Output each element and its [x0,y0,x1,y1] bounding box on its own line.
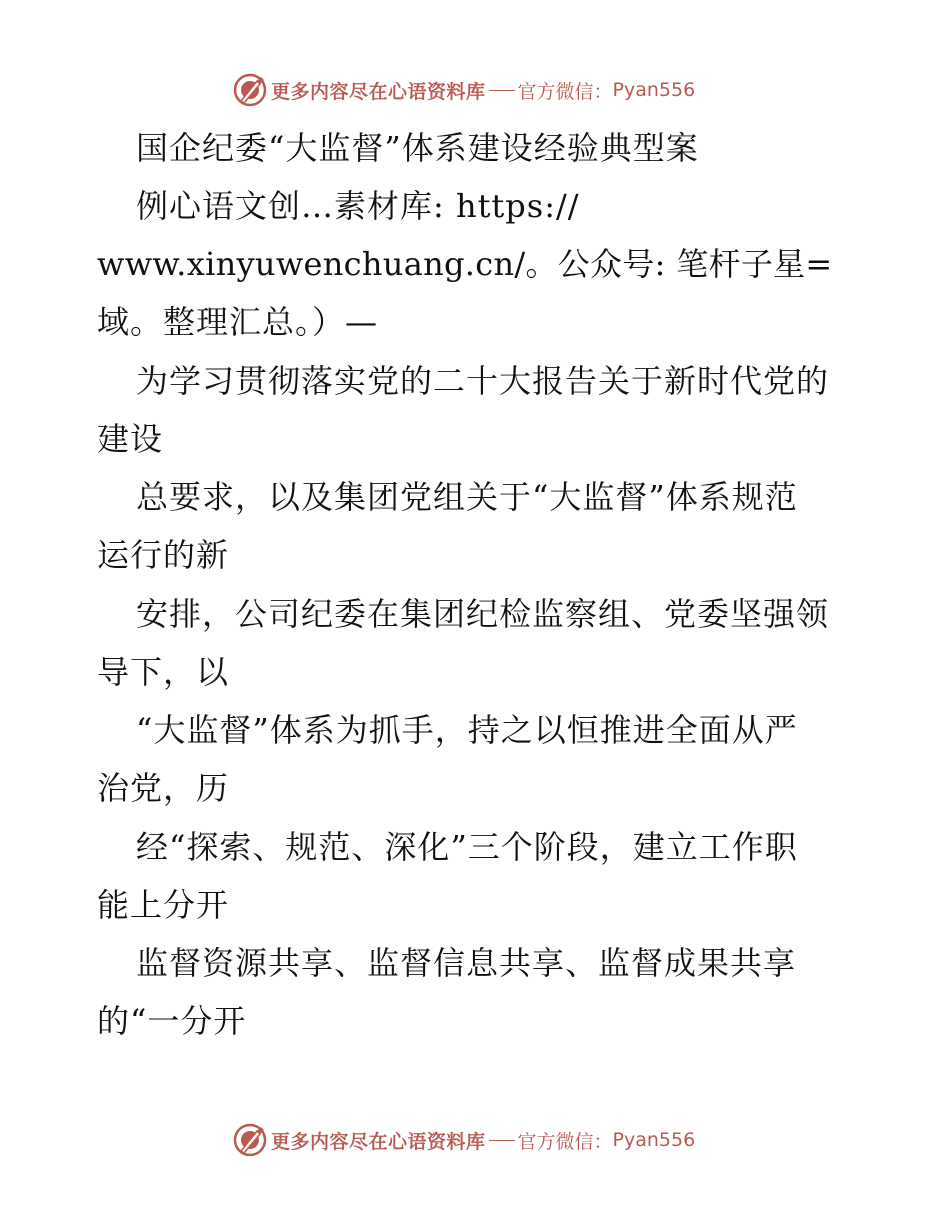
pen-logo-icon [233,73,267,107]
paragraph-2-line-1: 总要求，以及集团党组关于“大监督”体系规范 [136,478,798,516]
title-line-1: 国企纪委“大监督”体系建设经验典型案 [136,129,699,167]
banner-text: 更多内容尽在心语资料库 [271,1130,486,1153]
paragraph-5-line-2: 能上分开 [97,886,230,924]
source-line-3: www.xinyuwenchuang.cn/。公众号: 笔杆子星= [97,245,833,283]
paragraph-6-line-1: 监督资源共享、监督信息共享、监督成果共享 [136,944,797,982]
paragraph-1-line-1: 为学习贯彻落实党的二十大报告关于新时代党的 [136,362,830,400]
paragraph-3-line-2: 导下，以 [97,653,230,691]
title-line-2-text: 例心语文创…素材库: https:// [136,187,580,225]
banner-text: 更多内容尽在心语资料库 [271,80,486,103]
paragraph-1-line-2: 建设 [97,420,164,458]
banner-wechat-label: 官方微信： [517,1130,613,1153]
banner-dash [489,1140,515,1141]
banner-wechat-id: Pyan556 [612,1129,696,1151]
paragraph-4-line-2: 治党，历 [97,769,230,807]
header-banner [233,72,695,108]
footer-banner [233,1122,695,1158]
banner-wechat-label: 官方微信： [517,80,613,103]
paragraph-4-line-1: “大监督”体系为抓手，持之以恒推进全面从严 [136,711,798,749]
paragraph-2-line-2: 运行的新 [97,536,230,574]
banner-dash [489,90,515,91]
paragraph-3-line-1: 安排，公司纪委在集团纪检监察组、党委坚强领 [136,595,830,633]
paragraph-6-line-2: 的“一分开 [97,1002,247,1040]
paragraph-5-line-1: 经“探索、规范、深化”三个阶段，建立工作职 [136,828,798,866]
banner-wechat-id: Pyan556 [612,79,696,101]
pen-logo-icon [233,1123,267,1157]
source-line-4: 域。整理汇总。）— [97,303,379,341]
title-line-2 [136,186,580,226]
